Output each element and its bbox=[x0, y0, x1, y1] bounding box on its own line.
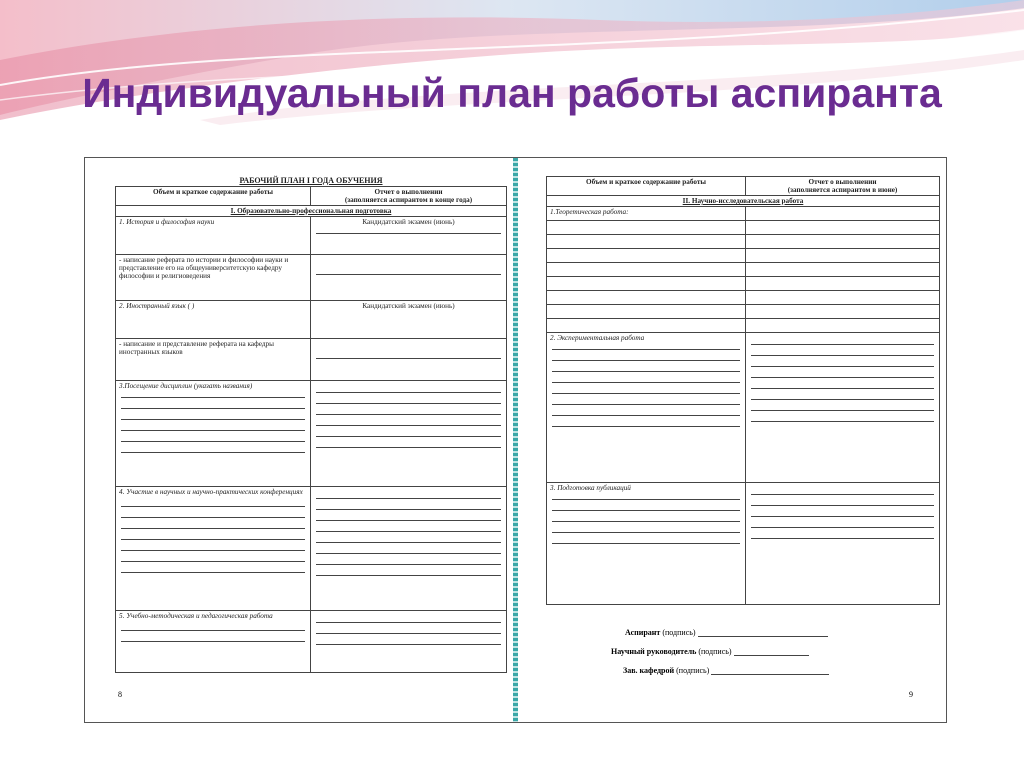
row-history-report bbox=[311, 217, 507, 255]
fill-line bbox=[316, 554, 501, 565]
fill-line bbox=[316, 404, 501, 415]
left-plan-table bbox=[115, 186, 507, 673]
exam-label: Кандидатский экзамен (июнь) bbox=[362, 218, 455, 226]
fill-line bbox=[316, 623, 501, 634]
right-page bbox=[546, 176, 940, 605]
row-experiment-report bbox=[746, 333, 940, 483]
fill-line bbox=[316, 256, 501, 275]
row-language-essay: - написание и представление реферата на кафедры иностранных языков bbox=[116, 339, 311, 381]
row-disciplines bbox=[116, 381, 311, 487]
theory-report-cell bbox=[746, 235, 940, 249]
fill-line bbox=[121, 420, 305, 431]
theory-cell bbox=[547, 291, 746, 305]
fill-line bbox=[121, 540, 305, 551]
row-language-essay-report bbox=[311, 339, 507, 381]
theory-report-cell bbox=[746, 291, 940, 305]
row-teaching bbox=[116, 611, 311, 673]
theory-report-cell bbox=[746, 263, 940, 277]
theory-report-cell bbox=[746, 249, 940, 263]
fill-line bbox=[316, 340, 501, 359]
signature-student-hint: (подпись) bbox=[662, 628, 696, 637]
experiment-label: 2. Экспериментальная работа bbox=[550, 334, 645, 342]
fill-line bbox=[316, 393, 501, 404]
fill-line bbox=[121, 551, 305, 562]
right-page-number: 9 bbox=[909, 690, 913, 699]
fill-line bbox=[751, 367, 934, 378]
fill-line bbox=[751, 389, 934, 400]
theory-cell bbox=[547, 319, 746, 333]
fill-line bbox=[552, 372, 740, 383]
theory-report-cell bbox=[746, 277, 940, 291]
fill-line bbox=[121, 431, 305, 442]
theory-report-cell bbox=[746, 319, 940, 333]
fill-line bbox=[316, 226, 501, 234]
fill-line bbox=[316, 382, 501, 393]
fill-line bbox=[316, 565, 501, 576]
signature-advisor-label: Научный руководитель bbox=[611, 647, 697, 656]
fill-line bbox=[552, 533, 740, 544]
fill-line bbox=[751, 378, 934, 389]
fill-line bbox=[121, 507, 305, 518]
signature-advisor bbox=[611, 647, 809, 656]
fill-line bbox=[316, 532, 501, 543]
row-teaching-report bbox=[311, 611, 507, 673]
signature-student bbox=[625, 628, 828, 637]
fill-line bbox=[751, 400, 934, 411]
fill-line bbox=[552, 522, 740, 533]
fill-line bbox=[552, 511, 740, 522]
row-publications bbox=[547, 483, 746, 605]
conferences-label: 4. Участие в научных и научно-практических конференциях bbox=[119, 488, 303, 496]
binding-spine bbox=[513, 158, 518, 722]
row-conferences bbox=[116, 487, 311, 611]
row-essay-report bbox=[311, 255, 507, 301]
fill-line bbox=[121, 518, 305, 529]
fill-line bbox=[121, 631, 305, 642]
theory-report-cell bbox=[746, 305, 940, 319]
col2-header-line1: Отчет о выполнении bbox=[374, 188, 443, 196]
fill-line bbox=[552, 361, 740, 372]
fill-line bbox=[121, 398, 305, 409]
fill-line bbox=[316, 437, 501, 448]
signature-head bbox=[623, 666, 829, 675]
fill-line bbox=[751, 356, 934, 367]
theory-cell bbox=[547, 305, 746, 319]
signature-head-hint: (подпись) bbox=[676, 666, 710, 675]
signature-student-label: Аспирант bbox=[625, 628, 661, 637]
col2-header bbox=[746, 177, 940, 196]
section-header: II. Научно-исследовательская работа bbox=[547, 196, 940, 207]
fill-line bbox=[751, 495, 934, 506]
right-plan-table bbox=[546, 176, 940, 605]
fill-line bbox=[751, 334, 934, 345]
fill-line bbox=[751, 411, 934, 422]
teaching-label: 5. Учебно-методическая и педагогическая работа bbox=[119, 612, 273, 620]
fill-line bbox=[121, 390, 305, 398]
col2-header-line1: Отчет о выполнении bbox=[808, 178, 877, 186]
signature-line bbox=[734, 647, 809, 656]
fill-line bbox=[751, 517, 934, 528]
row-experiment bbox=[547, 333, 746, 483]
signature-advisor-hint: (подпись) bbox=[698, 647, 732, 656]
disciplines-label: 3.Посещение дисциплин (указать названия) bbox=[119, 382, 253, 390]
row-essay: - написание реферата по истории и философии науки и представление его на общеуниверситетскую кафедру философии и религиоведения bbox=[116, 255, 311, 301]
fill-line bbox=[121, 620, 305, 631]
fill-line bbox=[552, 416, 740, 427]
col1-header: Объем и краткое содержание работы bbox=[547, 177, 746, 196]
theory-cell bbox=[547, 277, 746, 291]
theory-cell bbox=[547, 221, 746, 235]
exam-label: Кандидатский экзамен (июнь) bbox=[362, 302, 455, 310]
left-page-number: 8 bbox=[118, 690, 122, 699]
fill-line bbox=[316, 499, 501, 510]
fill-line bbox=[552, 492, 740, 500]
row-language-report bbox=[311, 301, 507, 339]
signature-line bbox=[698, 628, 828, 637]
fill-line bbox=[552, 383, 740, 394]
theory-report-cell bbox=[746, 207, 940, 221]
fill-line bbox=[552, 405, 740, 416]
row-foreign-language: 2. Иностранный язык ( ) bbox=[116, 301, 311, 339]
fill-line bbox=[552, 500, 740, 511]
col1-header: Объем и краткое содержание работы bbox=[116, 187, 311, 206]
fill-line bbox=[316, 543, 501, 554]
fill-line bbox=[316, 634, 501, 645]
fill-line bbox=[751, 506, 934, 517]
fill-line bbox=[316, 426, 501, 437]
slide-title: Индивидуальный план работы аспиранта bbox=[82, 70, 942, 116]
signature-head-label: Зав. кафедрой bbox=[623, 666, 675, 675]
row-history-philosophy: 1. История и философия науки bbox=[116, 217, 311, 255]
theory-label: 1.Теоретическая работа: bbox=[547, 207, 746, 221]
col2-header-line2: (заполняется аспирантом в июне) bbox=[787, 186, 898, 194]
fill-line bbox=[121, 409, 305, 420]
fill-line bbox=[316, 612, 501, 623]
signature-line bbox=[711, 666, 829, 675]
left-page bbox=[115, 176, 507, 673]
theory-cell bbox=[547, 249, 746, 263]
publications-label: 3. Подготовка публикаций bbox=[550, 484, 631, 492]
fill-line bbox=[121, 442, 305, 453]
fill-line bbox=[316, 415, 501, 426]
row-disciplines-report bbox=[311, 381, 507, 487]
fill-line bbox=[316, 510, 501, 521]
row-conferences-report bbox=[311, 487, 507, 611]
left-page-title: РАБОЧИЙ ПЛАН I ГОДА ОБУЧЕНИЯ bbox=[239, 176, 383, 185]
fill-line bbox=[121, 529, 305, 540]
fill-line bbox=[121, 496, 305, 507]
col2-header bbox=[311, 187, 507, 206]
fill-line bbox=[121, 562, 305, 573]
fill-line bbox=[552, 350, 740, 361]
fill-line bbox=[316, 521, 501, 532]
fill-line bbox=[751, 345, 934, 356]
theory-cell bbox=[547, 235, 746, 249]
section-header: I. Образовательно-профессиональная подготовка bbox=[116, 206, 507, 217]
fill-line bbox=[751, 484, 934, 495]
theory-report-cell bbox=[746, 221, 940, 235]
row-publications-report bbox=[746, 483, 940, 605]
col2-header-line2: (заполняется аспирантом в конце года) bbox=[344, 196, 473, 204]
fill-line bbox=[316, 488, 501, 499]
theory-cell bbox=[547, 263, 746, 277]
fill-line bbox=[552, 394, 740, 405]
fill-line bbox=[751, 528, 934, 539]
fill-line bbox=[552, 342, 740, 350]
